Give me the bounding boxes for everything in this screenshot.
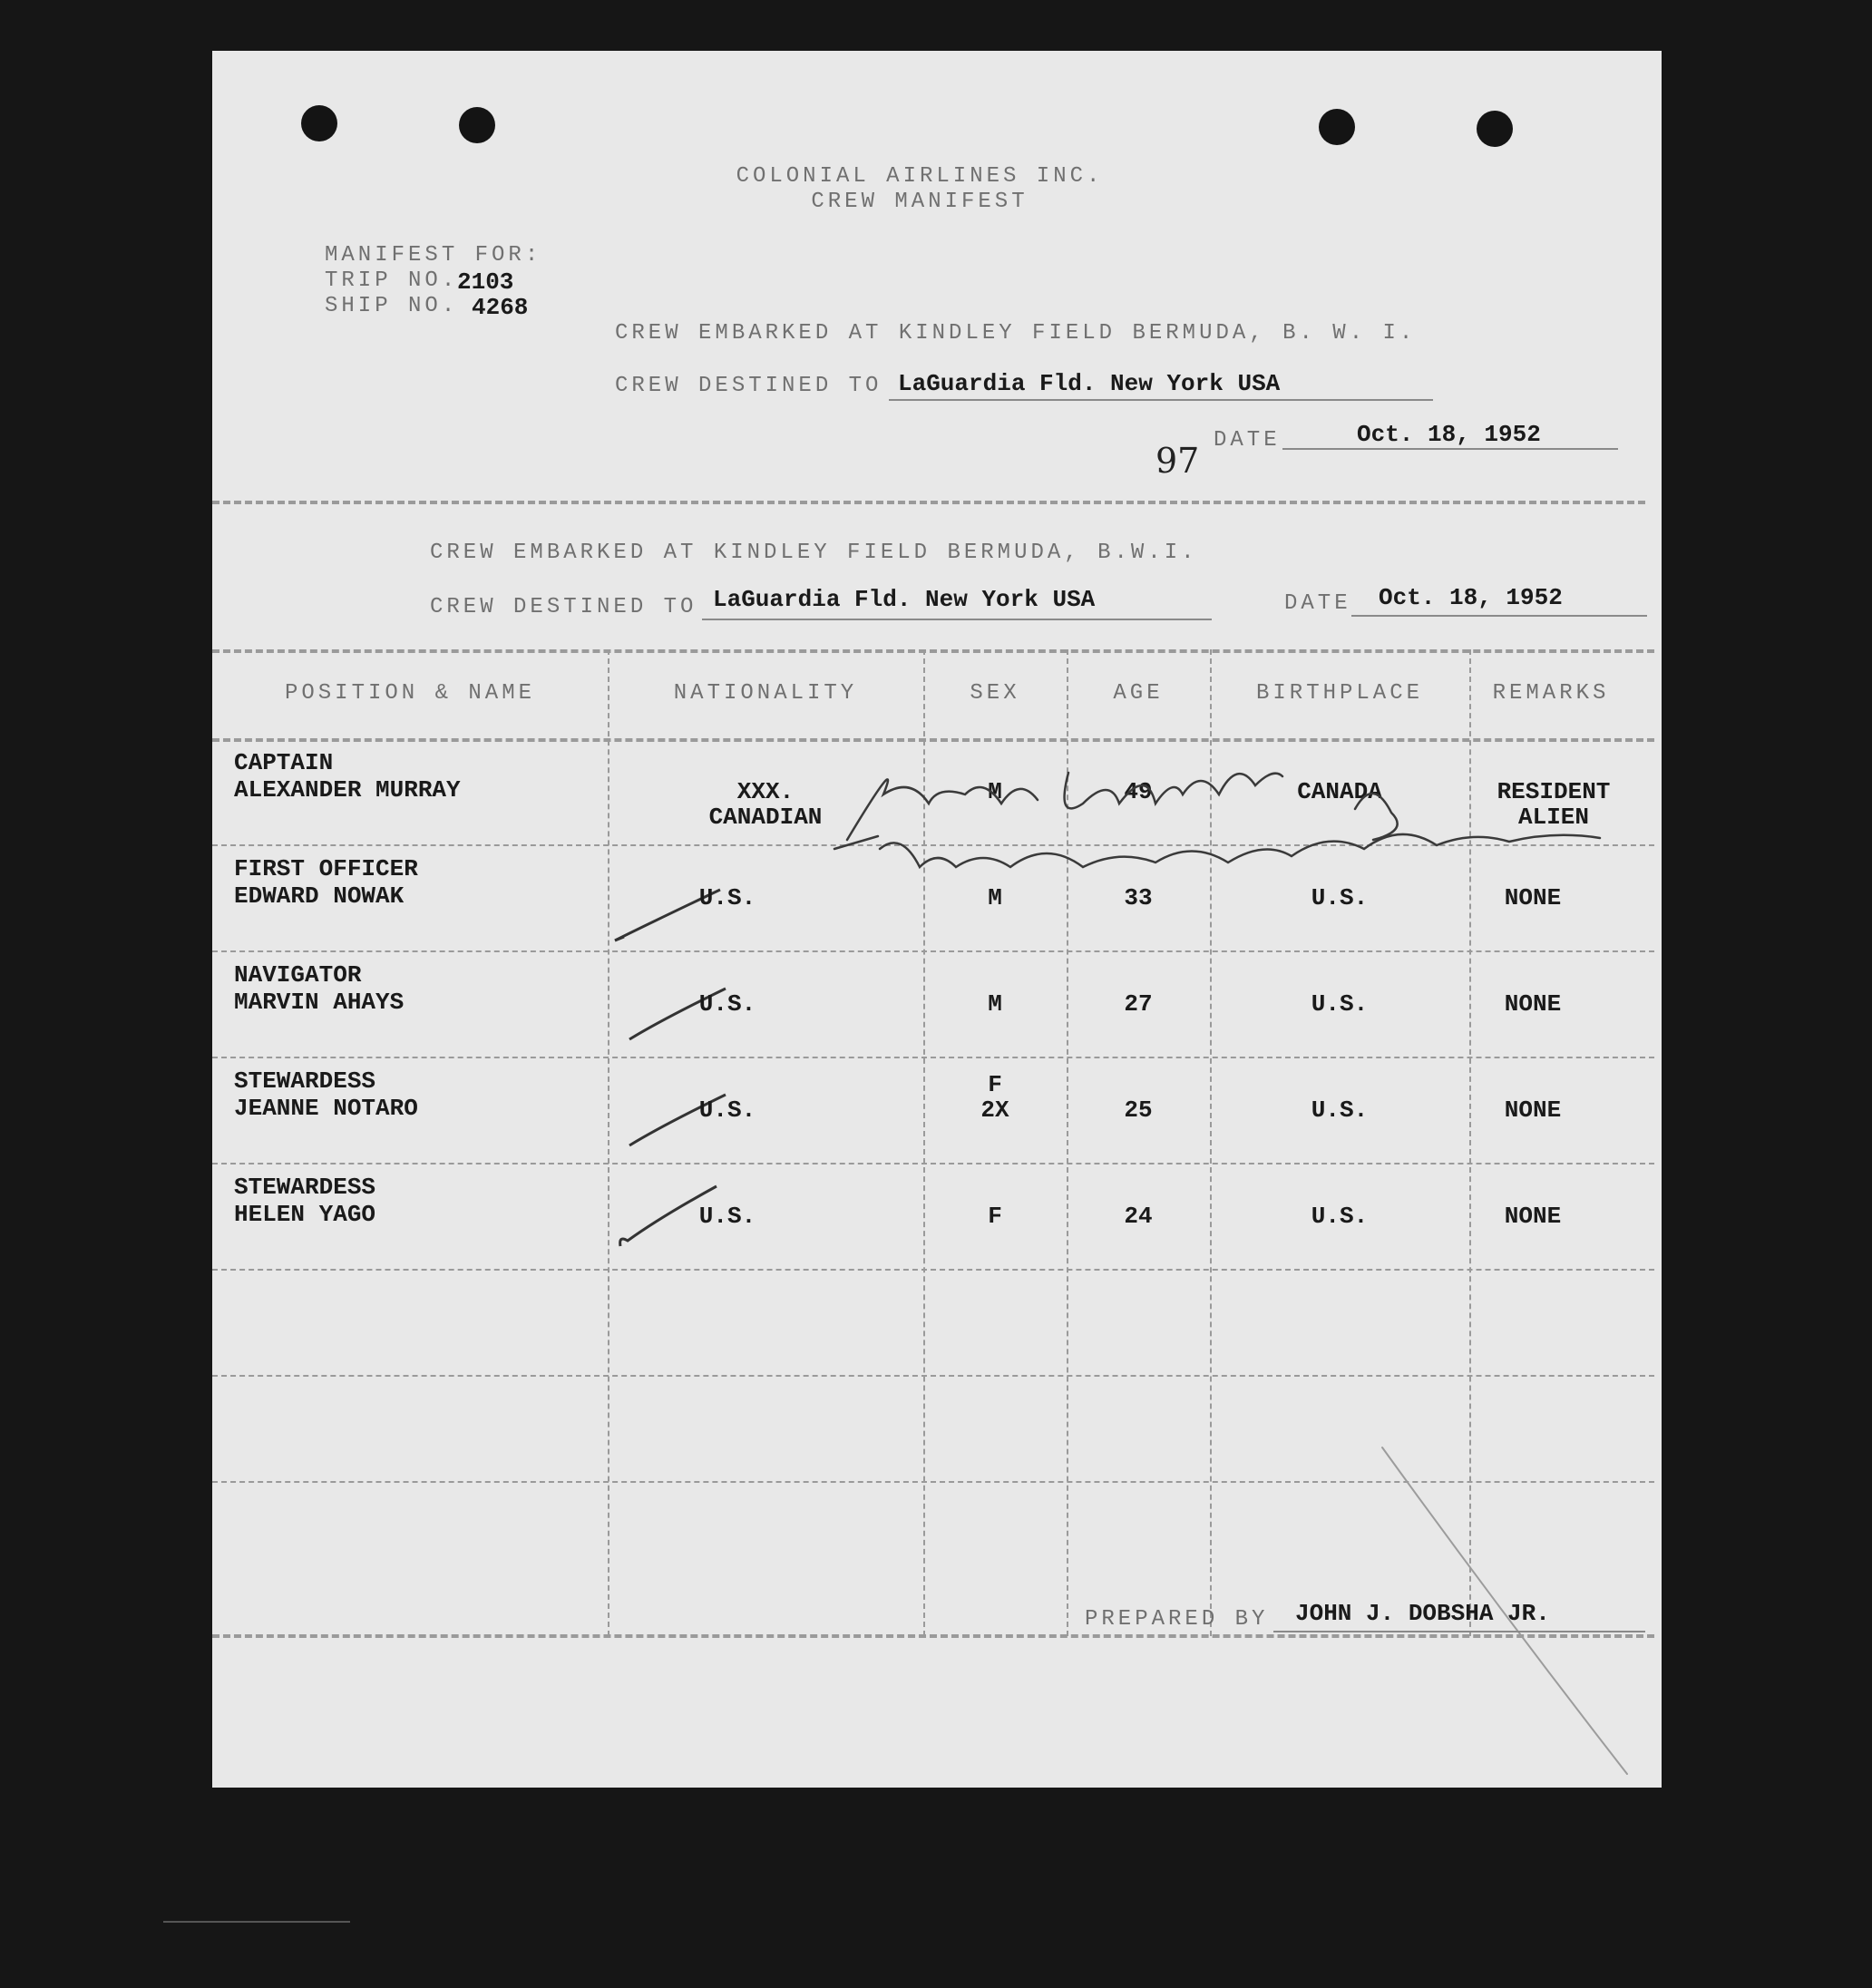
lower-embarked: CREW EMBARKED AT KINDLEY FIELD BERMUDA, B.W.I. (430, 541, 1198, 565)
upper-date-label: DATE (1214, 428, 1281, 453)
scan-margin-rule (163, 1921, 350, 1923)
lower-date-value: Oct. 18, 1952 (1379, 584, 1563, 611)
crew-nationality: U.S. (698, 1203, 756, 1230)
upper-embarked: CREW EMBARKED AT KINDLEY FIELD BERMUDA, B. W. I. (615, 321, 1417, 346)
trip-no-label: TRIP NO. (325, 268, 459, 293)
trip-no-value: 2103 (457, 268, 514, 296)
crew-nationality: U.S. (698, 884, 756, 911)
table-row (212, 1057, 1654, 1163)
table-row (212, 950, 1654, 1057)
lower-destined-label: CREW DESTINED TO (430, 595, 697, 619)
col-header-age: AGE (1113, 681, 1164, 706)
crew-remarks: NONE (1504, 1096, 1562, 1124)
crew-name: EDWARD NOWAK (234, 882, 405, 910)
crew-position: FIRST OFFICER (234, 855, 418, 882)
divider-rule (212, 501, 1645, 504)
crew-age: 49 (1124, 778, 1153, 805)
stamp-number: 97 (1155, 441, 1200, 481)
crew-age: 24 (1124, 1203, 1153, 1230)
crew-position: STEWARDESS (234, 1174, 376, 1201)
crew-remarks: NONE (1504, 884, 1562, 911)
crew-birthplace: CANADA (1297, 778, 1382, 805)
punch-hole-2 (459, 107, 495, 143)
ship-no-value: 4268 (472, 294, 529, 321)
lower-destined-value: LaGuardia Fld. New York USA (713, 586, 1096, 613)
crew-nationality: CANADIAN (708, 804, 823, 831)
crew-nationality-struck: XXX. (736, 778, 795, 805)
punch-hole-3 (1319, 109, 1355, 145)
crew-nationality: U.S. (698, 990, 756, 1018)
crew-nationality: U.S. (698, 1096, 756, 1124)
lower-date-label: DATE (1284, 591, 1351, 616)
crew-name: JEANNE NOTARO (234, 1095, 418, 1122)
crew-remarks-line2: ALIEN (1517, 804, 1589, 831)
crew-name: HELEN YAGO (234, 1201, 376, 1228)
crew-age: 25 (1124, 1096, 1153, 1124)
table-row (212, 738, 1654, 844)
manifest-page (212, 51, 1662, 1788)
ship-no-label: SHIP NO. (325, 294, 459, 318)
crew-sex: M (988, 884, 1002, 911)
punch-hole-1 (301, 105, 337, 141)
crew-birthplace: U.S. (1311, 1096, 1369, 1124)
crew-position: NAVIGATOR (234, 961, 362, 989)
crew-sex: F (988, 1071, 1002, 1098)
table-row (212, 1163, 1654, 1269)
crew-birthplace: U.S. (1311, 884, 1369, 911)
upper-destined-label: CREW DESTINED TO (615, 374, 882, 398)
company-name: COLONIAL AIRLINES INC. (736, 164, 1104, 189)
col-header-remarks: REMARKS (1492, 681, 1610, 706)
manifest-for-label: MANIFEST FOR: (325, 243, 542, 268)
punch-hole-4 (1477, 111, 1513, 147)
col-header-sex: SEX (970, 681, 1020, 706)
crew-sex-struck: 2X (980, 1096, 1009, 1124)
upper-destined-value: LaGuardia Fld. New York USA (898, 370, 1281, 397)
crew-sex: F (988, 1203, 1002, 1230)
col-header-nationality: NATIONALITY (673, 681, 858, 706)
crew-age: 33 (1124, 884, 1153, 911)
prepared-by-value: JOHN J. DOBSHA JR. (1295, 1600, 1550, 1627)
crew-remarks-line1: RESIDENT (1497, 778, 1611, 805)
crew-remarks: NONE (1504, 990, 1562, 1018)
crew-birthplace: U.S. (1311, 990, 1369, 1018)
col-header-birthplace: BIRTHPLACE (1255, 681, 1424, 706)
crew-position: STEWARDESS (234, 1067, 376, 1095)
crew-birthplace: U.S. (1311, 1203, 1369, 1230)
crew-sex: M (988, 778, 1002, 805)
col-header-position: POSITION & NAME (284, 681, 536, 706)
crew-name: ALEXANDER MURRAY (234, 776, 461, 804)
crew-age: 27 (1124, 990, 1153, 1018)
crew-table (212, 649, 1654, 1636)
crew-position: CAPTAIN (234, 749, 334, 776)
prepared-by-label: PREPARED BY (1085, 1607, 1269, 1632)
crew-sex: M (988, 990, 1002, 1018)
table-row (212, 844, 1654, 950)
manifest-title: CREW MANIFEST (811, 190, 1029, 214)
crew-name: MARVIN AHAYS (234, 989, 405, 1016)
upper-date-value: Oct. 18, 1952 (1357, 421, 1541, 448)
crew-remarks: NONE (1504, 1203, 1562, 1230)
